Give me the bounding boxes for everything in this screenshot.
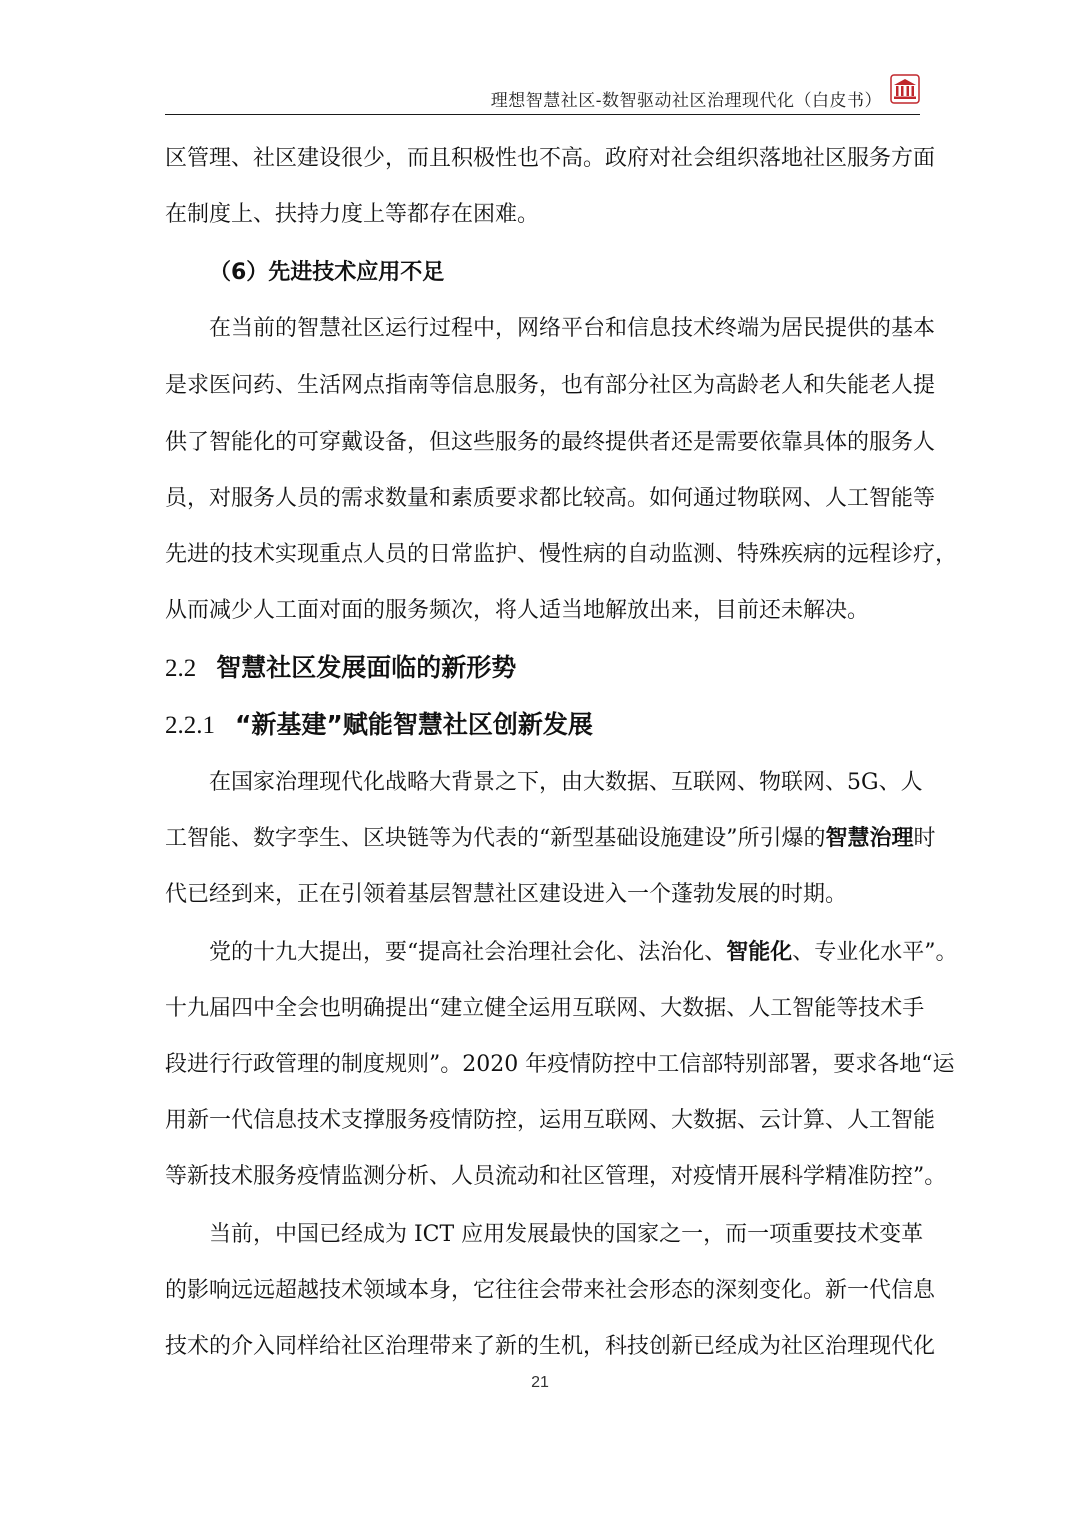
header-title: 理想智慧社区-数智驱动社区治理现代化（白皮书）: [490, 91, 882, 111]
section-heading: [165, 651, 516, 686]
text-run: 时: [913, 826, 936, 851]
paragraph-line: 是求医问药、生活网点指南等信息服务，也有部分社区为高龄老人和失能老人提: [165, 373, 936, 398]
paragraph-line: 供了智能化的可穿戴设备，但这些服务的最终提供者还是需要依靠具体的服务人: [165, 430, 936, 455]
page-header: [165, 72, 920, 115]
institution-logo-icon: [890, 74, 920, 104]
page-number: 21: [531, 1374, 549, 1391]
text-run: 工智能、数字孪生、区块链等为代表的“新型基础设施建设”所引爆的: [165, 826, 826, 851]
paragraph-line: 当前，中国已经成为 ICT 应用发展最快的国家之一，而一项重要技术变革: [209, 1222, 924, 1247]
subsection-title: “新基建”赋能智慧社区创新发展: [235, 710, 593, 739]
paragraph-line: 区管理、社区建设很少，而且积极性也不高。政府对社会组织落地社区服务方面: [165, 146, 936, 171]
paragraph-line: 代已经到来，正在引领着基层智慧社区建设进入一个蓬勃发展的时期。: [165, 882, 848, 907]
paragraph-line: 用新一代信息技术支撑服务疫情防控，运用互联网、大数据、云计算、人工智能: [165, 1108, 936, 1133]
paragraph-line: 的影响远远超越技术领域本身，它往往会带来社会形态的深刻变化。新一代信息: [165, 1278, 936, 1303]
text-run: 党的十九大提出，要“提高社会治理社会化、法治化、: [209, 940, 727, 965]
bold-text-run: 智慧治理: [825, 826, 914, 851]
paragraph-line: 技术的介入同样给社区治理带来了新的生机，科技创新已经成为社区治理现代化: [165, 1334, 936, 1359]
paragraph-line: 先进的技术实现重点人员的日常监护、慢性病的自动监测、特殊疾病的远程诊疗，: [165, 542, 958, 567]
paragraph-line: 等新技术服务疫情监测分析、人员流动和社区管理，对疫情开展科学精准防控”。: [165, 1164, 947, 1189]
subheading: （6）先进技术应用不足: [209, 260, 445, 285]
section-title: 智慧社区发展面临的新形势: [216, 653, 517, 682]
bold-text-run: 智能化: [726, 940, 793, 965]
paragraph-line: 从而减少人工面对面的服务频次，将人适当地解放出来，目前还未解决。: [165, 598, 870, 623]
paragraph-line: [165, 824, 936, 854]
paragraph-line: 在国家治理现代化战略大背景之下，由大数据、互联网、物联网、5G、人: [209, 770, 923, 795]
subsection-heading: [165, 708, 593, 743]
paragraph-line: 十九届四中全会也明确提出“建立健全运用互联网、大数据、人工智能等技术手: [165, 996, 925, 1021]
paragraph-line: 段进行行政管理的制度规则”。2020 年疫情防控中工信部特别部署，要求各地“运: [165, 1052, 955, 1077]
subsection-number: 2.2.1: [165, 712, 215, 739]
paragraph-line: 员，对服务人员的需求数量和素质要求都比较高。如何通过物联网、人工智能等: [165, 486, 936, 511]
paragraph-line: 在制度上、扶持力度上等都存在困难。: [165, 202, 540, 227]
paragraph-line: 在当前的智慧社区运行过程中，网络平台和信息技术终端为居民提供的基本: [209, 316, 936, 341]
section-number: 2.2: [165, 655, 197, 682]
paragraph-line: [209, 938, 958, 968]
text-run: 、专业化水平”。: [792, 940, 958, 965]
